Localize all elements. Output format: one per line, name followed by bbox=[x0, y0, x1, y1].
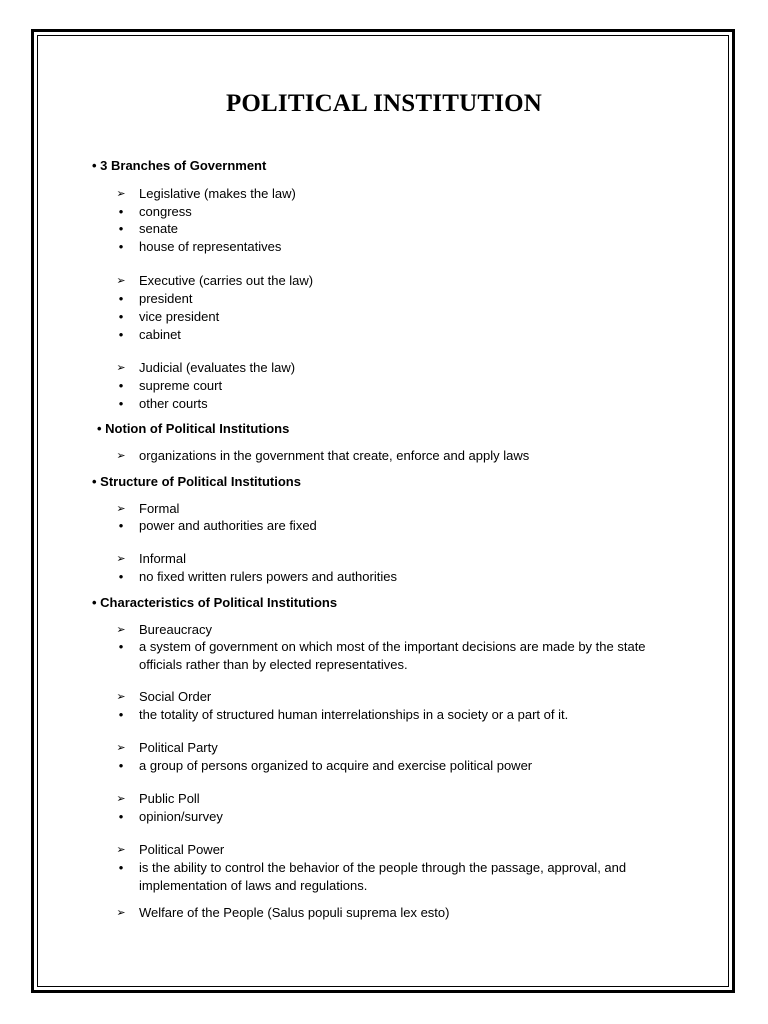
item-text: vice president bbox=[139, 309, 220, 324]
arrow-bullet-icon: ➢ bbox=[116, 274, 126, 287]
bullet-icon: • bbox=[118, 569, 124, 584]
subheading-item bbox=[114, 359, 674, 377]
item-text: Public Poll bbox=[139, 791, 200, 806]
item-text: Bureaucracy bbox=[139, 622, 212, 637]
bullet-icon: • bbox=[118, 518, 124, 533]
item-text: Judicial (evaluates the law) bbox=[139, 360, 296, 375]
arrow-bullet-icon: ➢ bbox=[116, 187, 126, 200]
item-text: is the ability to control the behavior of the people through the passage, approval, and implementation of laws and regulations. bbox=[139, 860, 627, 893]
subheading-item bbox=[114, 500, 674, 518]
subheading-item bbox=[114, 841, 674, 859]
bullet-icon: • bbox=[118, 239, 124, 254]
item-text: opinion/survey bbox=[139, 809, 223, 824]
bullet-item bbox=[114, 706, 674, 724]
section-heading: • Characteristics of Political Institutions bbox=[92, 595, 338, 610]
item-text: the totality of structured human interrelationships in a society or a part of it. bbox=[139, 707, 569, 722]
item-text: supreme court bbox=[139, 378, 223, 393]
bullet-item bbox=[114, 203, 674, 221]
bullet-item bbox=[114, 326, 674, 344]
bullet-icon: • bbox=[118, 204, 124, 219]
subheading-item bbox=[114, 790, 674, 808]
item-text: Social Order bbox=[139, 689, 212, 704]
bullet-item bbox=[114, 220, 674, 238]
page-title: POLITICAL INSTITUTION bbox=[225, 90, 543, 117]
arrow-bullet-icon: ➢ bbox=[116, 502, 126, 515]
item-text: Formal bbox=[139, 501, 180, 516]
bullet-item bbox=[114, 808, 674, 826]
arrow-bullet-icon: ➢ bbox=[116, 690, 126, 703]
bullet-item bbox=[114, 290, 674, 308]
bullet-icon: • bbox=[118, 291, 124, 306]
arrow-bullet-icon: ➢ bbox=[116, 792, 126, 805]
arrow-bullet-icon: ➢ bbox=[116, 906, 126, 919]
bullet-icon: • bbox=[118, 221, 124, 236]
bullet-icon: • bbox=[118, 309, 124, 324]
subheading-item bbox=[114, 621, 674, 639]
item-text: a system of government on which most of the important decisions are made by the state officials rather than by elected representatives. bbox=[139, 639, 646, 672]
bullet-item bbox=[114, 308, 674, 326]
arrow-bullet-icon: ➢ bbox=[116, 843, 126, 856]
subheading-item bbox=[114, 550, 674, 568]
bullet-item bbox=[114, 757, 674, 775]
arrow-bullet-icon: ➢ bbox=[116, 361, 126, 374]
subheading-item bbox=[114, 739, 674, 757]
section-heading: • 3 Branches of Government bbox=[92, 158, 267, 173]
bullet-item bbox=[114, 238, 674, 256]
subheading-item bbox=[114, 272, 674, 290]
item-text: organizations in the government that create, enforce and apply laws bbox=[139, 448, 530, 463]
bullet-item bbox=[114, 517, 674, 535]
bullet-icon: • bbox=[118, 707, 124, 722]
arrow-bullet-icon: ➢ bbox=[116, 741, 126, 754]
item-text: no fixed written rulers powers and authorities bbox=[139, 569, 397, 584]
item-text: house of representatives bbox=[139, 239, 282, 254]
item-text: senate bbox=[139, 221, 179, 236]
item-text: Political Power bbox=[139, 842, 225, 857]
item-text: Political Party bbox=[139, 740, 218, 755]
arrow-bullet-icon: ➢ bbox=[116, 623, 126, 636]
item-text: Informal bbox=[139, 551, 186, 566]
bullet-icon: • bbox=[118, 639, 124, 654]
item-text: other courts bbox=[139, 396, 208, 411]
item-text: Welfare of the People (Salus populi suprema lex esto) bbox=[139, 905, 450, 920]
bullet-item bbox=[114, 568, 674, 586]
item-text: cabinet bbox=[139, 327, 181, 342]
bullet-item bbox=[114, 395, 674, 413]
subheading-item bbox=[114, 185, 674, 203]
bullet-icon: • bbox=[118, 860, 124, 875]
section-heading: • Notion of Political Institutions bbox=[97, 421, 290, 436]
item-text: a group of persons organized to acquire and exercise political power bbox=[139, 758, 533, 773]
section-heading: • Structure of Political Institutions bbox=[92, 474, 301, 489]
bullet-icon: • bbox=[118, 378, 124, 393]
bullet-item bbox=[114, 638, 674, 673]
item-text: president bbox=[139, 291, 193, 306]
subheading-item bbox=[114, 688, 674, 706]
item-text: Legislative (makes the law) bbox=[139, 186, 296, 201]
bullet-icon: • bbox=[118, 758, 124, 773]
bullet-item bbox=[114, 859, 674, 894]
bullet-item bbox=[114, 377, 674, 395]
bullet-icon: • bbox=[118, 396, 124, 411]
bullet-icon: • bbox=[118, 809, 124, 824]
item-text: power and authorities are fixed bbox=[139, 518, 317, 533]
subheading-item bbox=[114, 447, 674, 465]
arrow-bullet-icon: ➢ bbox=[116, 449, 126, 462]
item-text: Executive (carries out the law) bbox=[139, 273, 314, 288]
item-text: congress bbox=[139, 204, 192, 219]
subheading-item bbox=[114, 904, 674, 922]
arrow-bullet-icon: ➢ bbox=[116, 552, 126, 565]
bullet-icon: • bbox=[118, 327, 124, 342]
